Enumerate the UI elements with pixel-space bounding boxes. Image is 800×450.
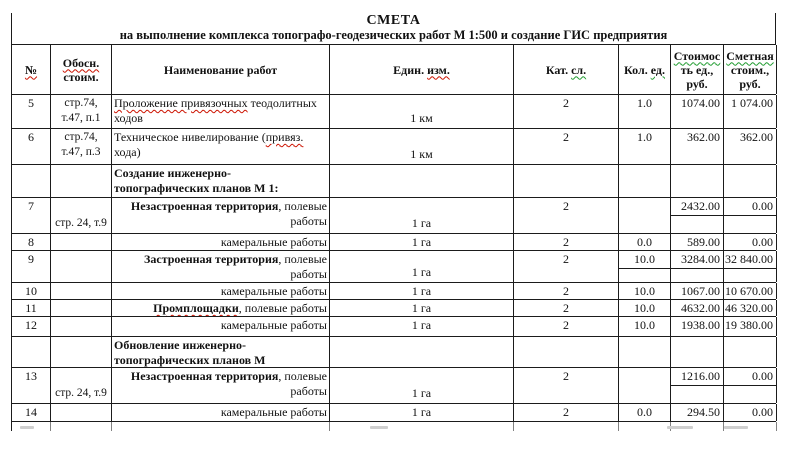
- header-line: [112, 63, 329, 77]
- section-title-line: Создание инженерно-: [114, 166, 232, 180]
- basis-cell: [51, 300, 112, 316]
- header-cell-num: [12, 45, 51, 94]
- basis-cell: [51, 422, 112, 431]
- cat-cell: 2: [514, 368, 619, 403]
- basis-cell: [51, 129, 112, 164]
- unit-value: 1 га: [411, 216, 432, 230]
- num-cell: 14: [12, 404, 51, 421]
- header-line: [51, 70, 111, 84]
- text-segment: , полевые работы: [238, 301, 327, 315]
- basis-line: т.47, п.3: [61, 146, 101, 158]
- cost-cell: 2432.00: [671, 198, 724, 233]
- num-cell: [12, 165, 51, 197]
- cat-cell: 2: [514, 234, 619, 250]
- table-body: [12, 95, 776, 431]
- cat-cell: 2: [514, 300, 619, 316]
- text-segment: Стоимос: [673, 48, 721, 63]
- cat-cell: [514, 337, 619, 367]
- clipped-text-fragment: [724, 426, 748, 429]
- unit-cell: [330, 251, 514, 282]
- total-cell: 0.00: [724, 234, 777, 250]
- sub-row-divider: [671, 215, 776, 216]
- unit-value: 1 га: [411, 284, 432, 298]
- qty-cell: 0.0: [619, 234, 671, 250]
- num-cell: 12: [12, 317, 51, 336]
- text-segment: сл.: [571, 62, 587, 77]
- total-cell: 0.00: [724, 368, 777, 403]
- table-row-6: [12, 129, 776, 165]
- text-segment: №: [24, 62, 38, 77]
- basis-cell: [51, 234, 112, 250]
- text-segment: Застроенная территория: [144, 252, 279, 266]
- header-cell-cat: [514, 45, 619, 94]
- section-title-line: Обновление инженерно-: [114, 338, 247, 352]
- text-segment: камеральные работы: [220, 284, 327, 298]
- section-title-line: топографических планов М 1:: [114, 181, 279, 195]
- unit-value: 1 км: [410, 147, 433, 161]
- unit-value: 1 га: [411, 386, 432, 400]
- header-cell-unit: [330, 45, 514, 94]
- cat-cell: 2: [514, 251, 619, 282]
- table-row-13: [12, 368, 776, 404]
- header-line: [671, 49, 723, 63]
- unit-cell: [330, 165, 514, 197]
- unit-value: 1 га: [411, 405, 432, 419]
- qty-cell: 10.0: [619, 317, 671, 336]
- text-segment: Незастроенная территория: [130, 369, 279, 383]
- total-cell: [724, 337, 777, 367]
- unit-value: 1 км: [410, 111, 433, 125]
- text-segment: ед.: [650, 62, 665, 77]
- cat-cell: 2: [514, 129, 619, 164]
- qty-cell: 10.0: [619, 283, 671, 299]
- section-row: [12, 165, 776, 198]
- qty-cell: [619, 165, 671, 197]
- estimate-table: [11, 13, 776, 431]
- basis-cell: [51, 368, 112, 403]
- text-segment: теодолитных ходов: [114, 96, 317, 125]
- cost-cell: 362.00: [671, 129, 724, 164]
- cost-cell: [671, 165, 724, 197]
- cat-cell: 2: [514, 404, 619, 421]
- table-row-12: [12, 317, 776, 337]
- header-line: [330, 63, 513, 77]
- text-segment: камеральные работы: [220, 235, 327, 249]
- unit-cell: [330, 404, 514, 421]
- header-line: [724, 49, 776, 63]
- name-cell: [112, 198, 330, 233]
- unit-cell: [330, 283, 514, 299]
- text-segment: хода): [114, 145, 141, 159]
- text-segment: Техническое нивелирование (: [114, 130, 266, 144]
- text-segment: , полевые работы: [278, 199, 327, 228]
- header-line: [12, 63, 50, 77]
- unit-cell: [330, 368, 514, 403]
- text-segment: Обосн.: [62, 55, 100, 70]
- num-cell: 6: [12, 129, 51, 164]
- clipped-text-fragment: [667, 426, 693, 429]
- text-segment: , полевые работы: [278, 252, 327, 281]
- unit-value: 1 га: [411, 235, 432, 249]
- text-segment: Проложение привязочных: [114, 96, 248, 110]
- text-segment: Сметная: [726, 48, 774, 63]
- qty-cell: [619, 337, 671, 367]
- text-segment: Промплощадки: [153, 301, 239, 315]
- num-cell: [12, 337, 51, 367]
- unit-cell: [330, 300, 514, 316]
- cost-cell: 1216.00: [671, 368, 724, 403]
- unit-cell: [330, 337, 514, 367]
- cost-cell: 1074.00: [671, 95, 724, 128]
- num-cell: 13: [12, 368, 51, 403]
- header-line: [619, 63, 670, 77]
- text-segment: стоим.,: [730, 62, 770, 77]
- num-cell: 9: [12, 251, 51, 282]
- title-line-1: СМЕТА: [366, 13, 421, 28]
- basis-cell: [51, 198, 112, 233]
- unit-cell: [330, 95, 514, 128]
- name-cell: [112, 95, 330, 128]
- cat-cell: [514, 422, 619, 431]
- name-cell: [112, 404, 330, 421]
- qty-cell: 1.0: [619, 129, 671, 164]
- text-segment: стоим.: [63, 69, 99, 84]
- qty-cell: 10.0: [619, 300, 671, 316]
- unit-cell: [330, 422, 514, 431]
- cost-cell: 294.50: [671, 404, 724, 421]
- text-segment: камеральные работы: [220, 318, 327, 332]
- clipped-text-fragment: [20, 426, 34, 429]
- qty-cell: 1.0: [619, 95, 671, 128]
- basis-cell: [51, 251, 112, 282]
- table-row-9: [12, 251, 776, 283]
- text-segment: руб.: [686, 76, 708, 91]
- unit-value: 1 га: [411, 301, 432, 315]
- table-row-8: [12, 234, 776, 251]
- num-cell: 11: [12, 300, 51, 316]
- total-cell: 0.00: [724, 198, 777, 233]
- table-row-7: [12, 198, 776, 234]
- text-segment: ть ед.,: [680, 62, 714, 77]
- section-title-line: топографических планов М: [114, 353, 266, 367]
- cat-cell: [514, 165, 619, 197]
- cost-cell: 3284.00: [671, 251, 724, 282]
- table-grid: [12, 44, 776, 431]
- name-cell: [112, 251, 330, 282]
- header-cell-total: [724, 45, 777, 94]
- header-line: [671, 63, 723, 77]
- table-row-10: [12, 283, 776, 300]
- basis-cell: [51, 95, 112, 128]
- basis-cell: [51, 283, 112, 299]
- table-header-row: [12, 45, 776, 95]
- total-cell: [724, 165, 777, 197]
- cat-cell: 2: [514, 283, 619, 299]
- text-segment: , полевые работы: [278, 369, 327, 398]
- header-line: [724, 63, 776, 77]
- basis-cell: [51, 165, 112, 197]
- basis-line: т.47, п.1: [61, 112, 101, 124]
- name-cell: [112, 300, 330, 316]
- name-cell: [112, 283, 330, 299]
- cat-cell: 2: [514, 95, 619, 128]
- table-row-5: [12, 95, 776, 129]
- num-cell: 7: [12, 198, 51, 233]
- cost-cell: 4632.00: [671, 300, 724, 316]
- num-cell: 10: [12, 283, 51, 299]
- text-segment: камеральные работы: [220, 405, 327, 419]
- basis-line: стр. 24, т.9: [55, 217, 107, 229]
- basis-line: стр. 24, т.9: [55, 387, 107, 399]
- basis-line: стр.74,: [64, 97, 98, 109]
- unit-value: 1 га: [411, 265, 432, 279]
- header-cell-basis: [51, 45, 112, 94]
- num-cell: 5: [12, 95, 51, 128]
- cat-cell: 2: [514, 317, 619, 336]
- num-cell: 8: [12, 234, 51, 250]
- qty-cell: 10.0: [619, 251, 671, 282]
- table-row-14: [12, 404, 776, 422]
- clipped-text-fragment: [370, 426, 388, 429]
- total-cell: 10 670.00: [724, 283, 777, 299]
- header-cell-qty: [619, 45, 671, 94]
- text-segment: Кат.: [545, 62, 572, 77]
- text-segment: Наименование работ: [163, 62, 278, 77]
- name-cell: [112, 129, 330, 164]
- sub-row-divider: [671, 385, 776, 386]
- cost-cell: [671, 337, 724, 367]
- qty-cell: [619, 368, 671, 403]
- total-cell: 362.00: [724, 129, 777, 164]
- header-cell-cost: [671, 45, 724, 94]
- unit-value: 1 га: [411, 318, 432, 332]
- unit-cell: [330, 317, 514, 336]
- title-line-2: на выполнение комплекса топографо-геодезических работ М 1:500 и создание ГИС предприятия: [119, 28, 668, 42]
- cat-cell: 2: [514, 198, 619, 233]
- header-line: [671, 77, 723, 91]
- name-cell: [112, 422, 330, 431]
- name-cell: [112, 234, 330, 250]
- text-segment: руб.: [739, 76, 761, 91]
- table-title: [12, 13, 776, 44]
- header-cell-name: [112, 45, 330, 94]
- total-cell: 19 380.00: [724, 317, 777, 336]
- unit-cell: [330, 129, 514, 164]
- qty-cell: [619, 422, 671, 431]
- basis-cell: [51, 337, 112, 367]
- total-cell: 1 074.00: [724, 95, 777, 128]
- basis-cell: [51, 404, 112, 421]
- qty-cell: 0.0: [619, 404, 671, 421]
- name-cell: [112, 165, 330, 197]
- section-row: [12, 337, 776, 368]
- cost-cell: 1938.00: [671, 317, 724, 336]
- clipped-row: [12, 422, 776, 431]
- name-cell: [112, 317, 330, 336]
- text-segment: Незастроенная территория: [130, 199, 279, 213]
- text-segment: изм.: [427, 62, 450, 77]
- total-cell: 32 840.00: [724, 251, 777, 282]
- name-cell: [112, 337, 330, 367]
- header-line: [724, 77, 776, 91]
- basis-cell: [51, 317, 112, 336]
- table-row-11: [12, 300, 776, 317]
- cost-cell: 1067.00: [671, 283, 724, 299]
- unit-cell: [330, 198, 514, 233]
- header-line: [514, 63, 618, 77]
- total-cell: 0.00: [724, 404, 777, 421]
- qty-cell: [619, 198, 671, 233]
- text-segment: привяз.: [265, 130, 304, 144]
- name-cell: [112, 368, 330, 403]
- text-segment: Кол.: [624, 62, 651, 77]
- unit-cell: [330, 234, 514, 250]
- cost-cell: 589.00: [671, 234, 724, 250]
- total-cell: 46 320.00: [724, 300, 777, 316]
- text-segment: Един.: [393, 62, 428, 77]
- sub-row-divider: [619, 268, 776, 269]
- header-line: [51, 56, 111, 70]
- basis-line: стр.74,: [64, 131, 98, 143]
